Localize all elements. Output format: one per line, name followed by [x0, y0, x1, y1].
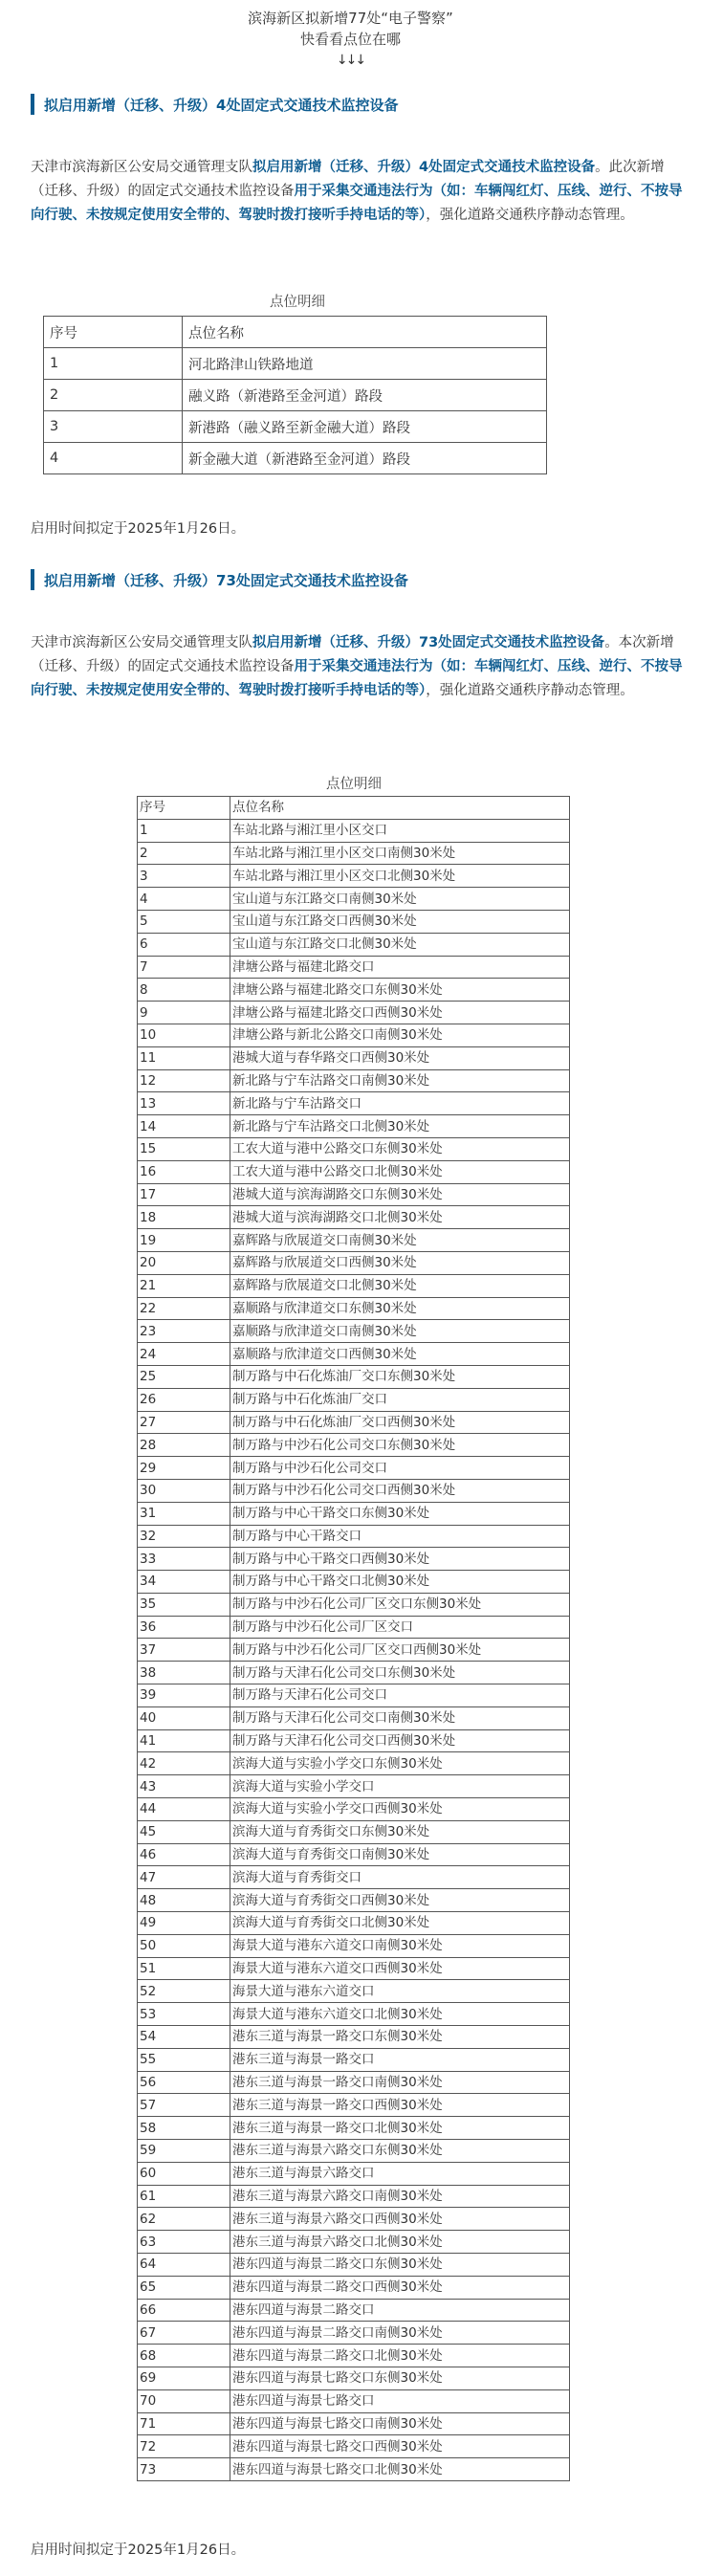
index-cell: 36 — [138, 1616, 230, 1639]
location-cell: 新金融大道（新港路至金河道）路段 — [183, 443, 547, 474]
index-cell: 3 — [44, 411, 183, 443]
index-cell: 37 — [138, 1639, 230, 1662]
index-cell: 16 — [138, 1160, 230, 1183]
table-row — [138, 1957, 570, 1980]
index-cell: 49 — [138, 1912, 230, 1935]
index-cell: 26 — [138, 1388, 230, 1411]
table-row — [138, 1548, 570, 1571]
table-row — [138, 1866, 570, 1889]
table-row — [138, 1980, 570, 2003]
index-cell: 68 — [138, 2345, 230, 2367]
index-cell: 58 — [138, 2117, 230, 2140]
table-row — [138, 1183, 570, 1206]
table-row — [138, 888, 570, 911]
table-row — [138, 2026, 570, 2049]
location-cell: 制万路与天津石化公司交口 — [230, 1684, 570, 1707]
location-cell: 滨海大道与实验小学交口西侧30米处 — [230, 1798, 570, 1821]
location-cell: 津塘公路与福建北路交口东侧30米处 — [230, 979, 570, 1002]
table-row — [138, 1434, 570, 1457]
location-cell: 滨海大道与实验小学交口东侧30米处 — [230, 1752, 570, 1775]
location-cell: 车站北路与湘江里小区交口 — [230, 819, 570, 842]
table-row — [138, 1092, 570, 1115]
table-row — [44, 380, 547, 411]
table-row — [138, 1571, 570, 1594]
index-cell: 18 — [138, 1206, 230, 1229]
index-cell: 56 — [138, 2071, 230, 2094]
location-cell: 制万路与中石化炼油厂交口 — [230, 1388, 570, 1411]
index-cell: 3 — [138, 865, 230, 888]
location-cell: 港城大道与滨海湖路交口北侧30米处 — [230, 1206, 570, 1229]
table-row — [138, 1046, 570, 1069]
index-cell: 24 — [138, 1343, 230, 1366]
index-cell: 41 — [138, 1729, 230, 1752]
location-cell: 工农大道与港中公路交口东侧30米处 — [230, 1137, 570, 1160]
table-row — [138, 2299, 570, 2322]
index-cell: 19 — [138, 1229, 230, 1252]
index-cell: 40 — [138, 1706, 230, 1729]
index-cell: 63 — [138, 2231, 230, 2254]
location-cell: 海景大道与港东六道交口西侧30米处 — [230, 1957, 570, 1980]
table-row — [138, 1229, 570, 1252]
table-row — [138, 1365, 570, 1388]
table-row — [138, 1479, 570, 1502]
section1-title — [31, 94, 398, 115]
location-cell: 港东四道与海景二路交口 — [230, 2299, 570, 2322]
location-cell: 港东三道与海景一路交口南侧30米处 — [230, 2071, 570, 2094]
table-row — [138, 1388, 570, 1411]
location-cell: 港东三道与海景一路交口北侧30米处 — [230, 2117, 570, 2140]
paragraph-segment: 用于采集交通违法行为（如：车辆闯红灯、压线、逆行、不按导向行驶、未按规定使用安全带的、驾驶时拨打接听手持电话的等） — [31, 659, 683, 698]
location-cell: 制万路与中心干路交口 — [230, 1525, 570, 1548]
table-row — [138, 1137, 570, 1160]
table-row — [138, 956, 570, 979]
location-cell: 点位名称 — [183, 317, 547, 348]
index-cell: 15 — [138, 1137, 230, 1160]
location-cell: 制万路与中沙石化公司交口 — [230, 1457, 570, 1480]
table-row — [138, 2003, 570, 2026]
index-cell: 12 — [138, 1069, 230, 1092]
location-cell: 制万路与中沙石化公司交口东侧30米处 — [230, 1434, 570, 1457]
table-row — [138, 1729, 570, 1752]
page-header — [0, 0, 701, 71]
section2-title — [31, 569, 408, 590]
table-row — [138, 1934, 570, 1957]
paragraph-segment: 拟启用新增（迁移、升级）73处固定式交通技术监控设备 — [252, 635, 605, 650]
table-row — [138, 2435, 570, 2458]
index-cell: 13 — [138, 1092, 230, 1115]
index-cell: 2 — [44, 380, 183, 411]
location-cell: 港东四道与海景七路交口南侧30米处 — [230, 2412, 570, 2435]
index-cell: 30 — [138, 1479, 230, 1502]
paragraph-segment: 天津市滨海新区公安局交通管理支队 — [31, 635, 252, 650]
table-row — [138, 1502, 570, 1525]
index-cell: 61 — [138, 2185, 230, 2208]
location-cell: 河北路津山铁路地道 — [183, 348, 547, 380]
location-cell: 嘉辉路与欣展道交口西侧30米处 — [230, 1251, 570, 1274]
index-cell: 7 — [138, 956, 230, 979]
table-row — [138, 1024, 570, 1046]
location-cell: 港东四道与海景二路交口西侧30米处 — [230, 2276, 570, 2299]
table-row — [138, 1706, 570, 1729]
table-row — [138, 2345, 570, 2367]
table-row — [138, 1002, 570, 1024]
location-cell: 制万路与中沙石化公司厂区交口 — [230, 1616, 570, 1639]
section2-paragraph — [31, 631, 686, 703]
index-cell: 28 — [138, 1434, 230, 1457]
index-cell: 70 — [138, 2389, 230, 2412]
section1-table-caption: 点位明细 — [270, 295, 325, 310]
index-cell: 6 — [138, 933, 230, 956]
table-row — [138, 1297, 570, 1320]
section1-title-text: 拟启用新增（迁移、升级）4处固定式交通技术监控设备 — [44, 96, 399, 114]
table-row — [138, 1343, 570, 1366]
index-cell: 62 — [138, 2208, 230, 2231]
location-cell: 制万路与中沙石化公司厂区交口西侧30米处 — [230, 1639, 570, 1662]
table-row — [138, 1752, 570, 1775]
table-row — [138, 2231, 570, 2254]
table-row — [138, 2458, 570, 2481]
index-cell: 23 — [138, 1320, 230, 1343]
index-cell: 10 — [138, 1024, 230, 1046]
location-cell: 宝山道与东江路交口西侧30米处 — [230, 910, 570, 933]
section1-table — [43, 316, 547, 474]
table-row — [138, 1251, 570, 1274]
location-cell: 制万路与天津石化公司交口西侧30米处 — [230, 1729, 570, 1752]
location-cell: 滨海大道与实验小学交口 — [230, 1775, 570, 1798]
index-cell: 序号 — [44, 317, 183, 348]
paragraph-segment: ，强化道路交通秩序静动态管理。 — [426, 208, 634, 223]
location-cell: 港东三道与海景一路交口西侧30米处 — [230, 2094, 570, 2117]
table-row — [138, 1206, 570, 1229]
table-row — [138, 1775, 570, 1798]
index-cell: 65 — [138, 2276, 230, 2299]
location-cell: 港东四道与海景七路交口北侧30米处 — [230, 2458, 570, 2481]
table-row — [138, 865, 570, 888]
header-line1: 滨海新区拟新增77处“电子警察” — [248, 10, 453, 27]
paragraph-segment: 用于采集交通违法行为（如：车辆闯红灯、压线、逆行、不按导向行驶、未按规定使用安全带的、驾驶时拨打接听手持电话的等） — [31, 184, 683, 223]
table-row — [138, 1843, 570, 1866]
index-cell: 9 — [138, 1002, 230, 1024]
table-row — [138, 1639, 570, 1662]
location-cell: 制万路与中沙石化公司厂区交口东侧30米处 — [230, 1593, 570, 1616]
table-row — [138, 2071, 570, 2094]
table-row — [138, 2276, 570, 2299]
index-cell: 34 — [138, 1571, 230, 1594]
index-cell: 67 — [138, 2322, 230, 2345]
header-line2: 快看看点位在哪 — [299, 31, 401, 48]
location-cell: 滨海大道与育秀街交口西侧30米处 — [230, 1889, 570, 1912]
location-cell: 港城大道与春华路交口西侧30米处 — [230, 1046, 570, 1069]
table-header-row — [44, 317, 547, 348]
table-row — [44, 443, 547, 474]
index-cell: 48 — [138, 1889, 230, 1912]
index-cell: 44 — [138, 1798, 230, 1821]
index-cell: 29 — [138, 1457, 230, 1480]
index-cell: 1 — [138, 819, 230, 842]
location-cell: 新港路（融义路至新金融大道）路段 — [183, 411, 547, 443]
index-cell: 22 — [138, 1297, 230, 1320]
index-cell: 8 — [138, 979, 230, 1002]
index-cell: 54 — [138, 2026, 230, 2049]
location-cell: 海景大道与港东六道交口北侧30米处 — [230, 2003, 570, 2026]
table-row — [138, 1274, 570, 1297]
location-cell: 津塘公路与新北公路交口南侧30米处 — [230, 1024, 570, 1046]
table-row — [44, 411, 547, 443]
section-bar-icon — [31, 569, 34, 590]
index-cell: 5 — [138, 910, 230, 933]
table-row — [138, 2389, 570, 2412]
section-bar-icon — [31, 94, 34, 115]
index-cell: 69 — [138, 2367, 230, 2389]
location-cell: 制万路与中沙石化公司交口西侧30米处 — [230, 1479, 570, 1502]
location-cell: 嘉顺路与欣津道交口西侧30米处 — [230, 1343, 570, 1366]
table-row — [138, 2162, 570, 2185]
location-cell: 宝山道与东江路交口南侧30米处 — [230, 888, 570, 911]
table-row — [138, 2094, 570, 2117]
index-cell: 39 — [138, 1684, 230, 1707]
index-cell: 59 — [138, 2140, 230, 2163]
index-cell: 31 — [138, 1502, 230, 1525]
section2-start-date: 启用时间拟定于2025年1月26日。 — [31, 2543, 246, 2558]
location-cell: 津塘公路与福建北路交口 — [230, 956, 570, 979]
table-row — [138, 910, 570, 933]
location-cell: 港城大道与滨海湖路交口东侧30米处 — [230, 1183, 570, 1206]
location-cell: 滨海大道与育秀街交口南侧30米处 — [230, 1843, 570, 1866]
paragraph-segment: ，强化道路交通秩序静动态管理。 — [426, 683, 634, 698]
index-cell: 66 — [138, 2299, 230, 2322]
table-row — [138, 1593, 570, 1616]
location-cell: 宝山道与东江路交口北侧30米处 — [230, 933, 570, 956]
location-cell: 制万路与中心干路交口西侧30米处 — [230, 1548, 570, 1571]
location-cell: 新北路与宁车沽路交口北侧30米处 — [230, 1115, 570, 1138]
index-cell: 38 — [138, 1662, 230, 1684]
index-cell: 55 — [138, 2048, 230, 2071]
index-cell: 72 — [138, 2435, 230, 2458]
index-cell: 11 — [138, 1046, 230, 1069]
index-cell: 73 — [138, 2458, 230, 2481]
table-row — [138, 2208, 570, 2231]
location-cell: 融义路（新港路至金河道）路段 — [183, 380, 547, 411]
location-cell: 港东三道与海景六路交口 — [230, 2162, 570, 2185]
index-cell: 25 — [138, 1365, 230, 1388]
index-cell: 71 — [138, 2412, 230, 2435]
location-cell: 海景大道与港东六道交口 — [230, 1980, 570, 2003]
table-row — [138, 1820, 570, 1843]
section2-table-caption: 点位明细 — [326, 777, 382, 792]
table-row — [138, 2367, 570, 2389]
table-row — [138, 979, 570, 1002]
down-arrows-icon: ↓↓↓ — [336, 53, 365, 68]
location-cell: 滨海大道与育秀街交口东侧30米处 — [230, 1820, 570, 1843]
table-row — [138, 2254, 570, 2277]
paragraph-segment: 天津市滨海新区公安局交通管理支队 — [31, 160, 252, 175]
location-cell: 嘉辉路与欣展道交口南侧30米处 — [230, 1229, 570, 1252]
index-cell: 42 — [138, 1752, 230, 1775]
index-cell: 46 — [138, 1843, 230, 1866]
table-row — [138, 1889, 570, 1912]
index-cell: 50 — [138, 1934, 230, 1957]
location-cell: 港东三道与海景一路交口 — [230, 2048, 570, 2071]
index-cell: 32 — [138, 1525, 230, 1548]
location-cell: 制万路与天津石化公司交口南侧30米处 — [230, 1706, 570, 1729]
location-cell: 点位名称 — [230, 797, 570, 820]
index-cell: 33 — [138, 1548, 230, 1571]
location-cell: 嘉辉路与欣展道交口北侧30米处 — [230, 1274, 570, 1297]
table-row — [138, 1115, 570, 1138]
section2-title-text: 拟启用新增（迁移、升级）73处固定式交通技术监控设备 — [44, 571, 408, 589]
table-row — [138, 2117, 570, 2140]
location-cell: 港东四道与海景二路交口东侧30米处 — [230, 2254, 570, 2277]
index-cell: 21 — [138, 1274, 230, 1297]
location-cell: 制万路与天津石化公司交口东侧30米处 — [230, 1662, 570, 1684]
index-cell: 43 — [138, 1775, 230, 1798]
index-cell: 57 — [138, 2094, 230, 2117]
table-row — [138, 2185, 570, 2208]
location-cell: 港东三道与海景六路交口东侧30米处 — [230, 2140, 570, 2163]
location-cell: 港东四道与海景七路交口东侧30米处 — [230, 2367, 570, 2389]
table-row — [138, 1069, 570, 1092]
section1-start-date: 启用时间拟定于2025年1月26日。 — [31, 521, 246, 537]
location-cell: 港东三道与海景六路交口北侧30米处 — [230, 2231, 570, 2254]
index-cell: 53 — [138, 2003, 230, 2026]
location-cell: 海景大道与港东六道交口南侧30米处 — [230, 1934, 570, 1957]
index-cell: 17 — [138, 1183, 230, 1206]
location-cell: 港东四道与海景七路交口西侧30米处 — [230, 2435, 570, 2458]
table-row — [138, 842, 570, 865]
location-cell: 新北路与宁车沽路交口 — [230, 1092, 570, 1115]
location-cell: 车站北路与湘江里小区交口南侧30米处 — [230, 842, 570, 865]
location-cell: 制万路与中心干路交口东侧30米处 — [230, 1502, 570, 1525]
table-row — [138, 1684, 570, 1707]
index-cell: 4 — [138, 888, 230, 911]
table-row — [138, 1320, 570, 1343]
table-header-row — [138, 797, 570, 820]
location-cell: 港东四道与海景二路交口北侧30米处 — [230, 2345, 570, 2367]
index-cell: 20 — [138, 1251, 230, 1274]
location-cell: 滨海大道与育秀街交口 — [230, 1866, 570, 1889]
table-row — [138, 819, 570, 842]
location-cell: 新北路与宁车沽路交口南侧30米处 — [230, 1069, 570, 1092]
index-cell: 2 — [138, 842, 230, 865]
index-cell: 51 — [138, 1957, 230, 1980]
location-cell: 港东三道与海景一路交口东侧30米处 — [230, 2026, 570, 2049]
location-cell: 制万路与中石化炼油厂交口西侧30米处 — [230, 1411, 570, 1434]
location-cell: 嘉顺路与欣津道交口东侧30米处 — [230, 1297, 570, 1320]
table-row — [138, 2322, 570, 2345]
table-row — [138, 2140, 570, 2163]
location-cell: 制万路与中石化炼油厂交口东侧30米处 — [230, 1365, 570, 1388]
table-row — [138, 1160, 570, 1183]
location-cell: 嘉顺路与欣津道交口南侧30米处 — [230, 1320, 570, 1343]
location-cell: 滨海大道与育秀街交口北侧30米处 — [230, 1912, 570, 1935]
table-row — [138, 1798, 570, 1821]
location-cell: 港东四道与海景二路交口南侧30米处 — [230, 2322, 570, 2345]
index-cell: 27 — [138, 1411, 230, 1434]
table-row — [44, 348, 547, 380]
paragraph-segment: 。本次新增（迁移、升级）的固定式交通技术监控设备 — [31, 635, 674, 674]
section1-paragraph — [31, 156, 686, 228]
index-cell: 35 — [138, 1593, 230, 1616]
table-row — [138, 1457, 570, 1480]
index-cell: 1 — [44, 348, 183, 380]
location-cell: 车站北路与湘江里小区交口北侧30米处 — [230, 865, 570, 888]
location-cell: 港东三道与海景六路交口西侧30米处 — [230, 2208, 570, 2231]
location-cell: 制万路与中心干路交口北侧30米处 — [230, 1571, 570, 1594]
index-cell: 序号 — [138, 797, 230, 820]
table-row — [138, 1525, 570, 1548]
index-cell: 52 — [138, 1980, 230, 2003]
location-cell: 工农大道与港中公路交口北侧30米处 — [230, 1160, 570, 1183]
index-cell: 47 — [138, 1866, 230, 1889]
paragraph-segment: 拟启用新增（迁移、升级）4处固定式交通技术监控设备 — [252, 160, 596, 175]
table-row — [138, 2048, 570, 2071]
section2-table — [137, 796, 570, 2481]
table-row — [138, 1411, 570, 1434]
index-cell: 60 — [138, 2162, 230, 2185]
paragraph-segment: 。此次新增（迁移、升级）的固定式交通技术监控设备 — [31, 160, 665, 199]
location-cell: 港东三道与海景六路交口南侧30米处 — [230, 2185, 570, 2208]
index-cell: 45 — [138, 1820, 230, 1843]
table-row — [138, 1662, 570, 1684]
index-cell: 14 — [138, 1115, 230, 1138]
index-cell: 64 — [138, 2254, 230, 2277]
table-row — [138, 933, 570, 956]
index-cell: 4 — [44, 443, 183, 474]
table-row — [138, 1616, 570, 1639]
table-row — [138, 1912, 570, 1935]
table-row — [138, 2412, 570, 2435]
location-cell: 港东四道与海景七路交口 — [230, 2389, 570, 2412]
location-cell: 津塘公路与福建北路交口西侧30米处 — [230, 1002, 570, 1024]
